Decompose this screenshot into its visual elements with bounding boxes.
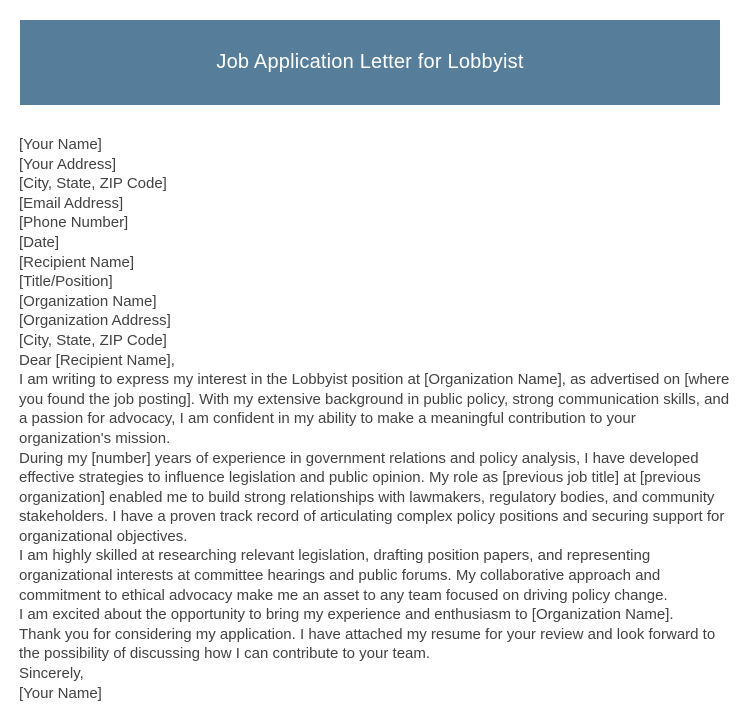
contact-line: [Organization Address] <box>19 312 171 330</box>
salutation: Dear [Recipient Name], <box>19 351 175 369</box>
header-banner <box>20 20 720 105</box>
contact-line: [Email Address] <box>19 194 124 212</box>
contact-line: [Your Name] <box>19 136 102 153</box>
paragraph: Thank you for considering my application. I have attached my resume for your review and look forward to the possibility of discussing how I can contribute to your team. <box>19 625 716 663</box>
page-title: Job Application Letter for Lobbyist <box>216 51 524 73</box>
contact-line: [Title/Position] <box>19 273 113 291</box>
signature: [Your Name] <box>19 684 102 702</box>
closing: Sincerely, <box>19 665 84 683</box>
contact-line: [City, State, ZIP Code] <box>19 331 167 349</box>
contact-line: [Date] <box>19 233 60 251</box>
contact-line: [Organization Name] <box>19 292 157 310</box>
contact-block <box>19 135 730 351</box>
contact-line: [Phone Number] <box>19 214 129 232</box>
paragraphs-block <box>19 370 730 664</box>
paragraph: I am writing to express my interest in the Lobbyist position at [Organization Name], as advertised on [where you found the job posting]. With my extensive background in public policy, strong communication skills, and a passion for advocacy, I am confident in my ability to make a meaningful contribution to your organization's mission. <box>19 371 730 447</box>
contact-line: [City, State, ZIP Code] <box>19 175 167 193</box>
paragraph: During my [number] years of experience in government relations and policy analysis, I have developed effective strategies to influence legislation and public opinion. My role as [previous job title] at [previous organization] enabled me to build strong relationships with lawmakers, regulatory bodies, and community stakeholders. I have a proven track record of articulating complex policy positions and securing support for organizational objectives. <box>19 449 725 545</box>
page <box>0 20 740 725</box>
paragraph: I am highly skilled at researching relevant legislation, drafting position papers, and representing organizational interests at committee hearings and public forums. My collaborative approach and commitment to ethical advocacy make me an asset to any team focused on driving policy change. <box>19 547 668 604</box>
contact-line: [Your Address] <box>19 155 117 173</box>
paragraph: I am excited about the opportunity to bring my experience and enthusiasm to [Organization Name]. <box>19 606 674 624</box>
letter-body <box>0 135 740 703</box>
contact-line: [Recipient Name] <box>19 253 135 271</box>
